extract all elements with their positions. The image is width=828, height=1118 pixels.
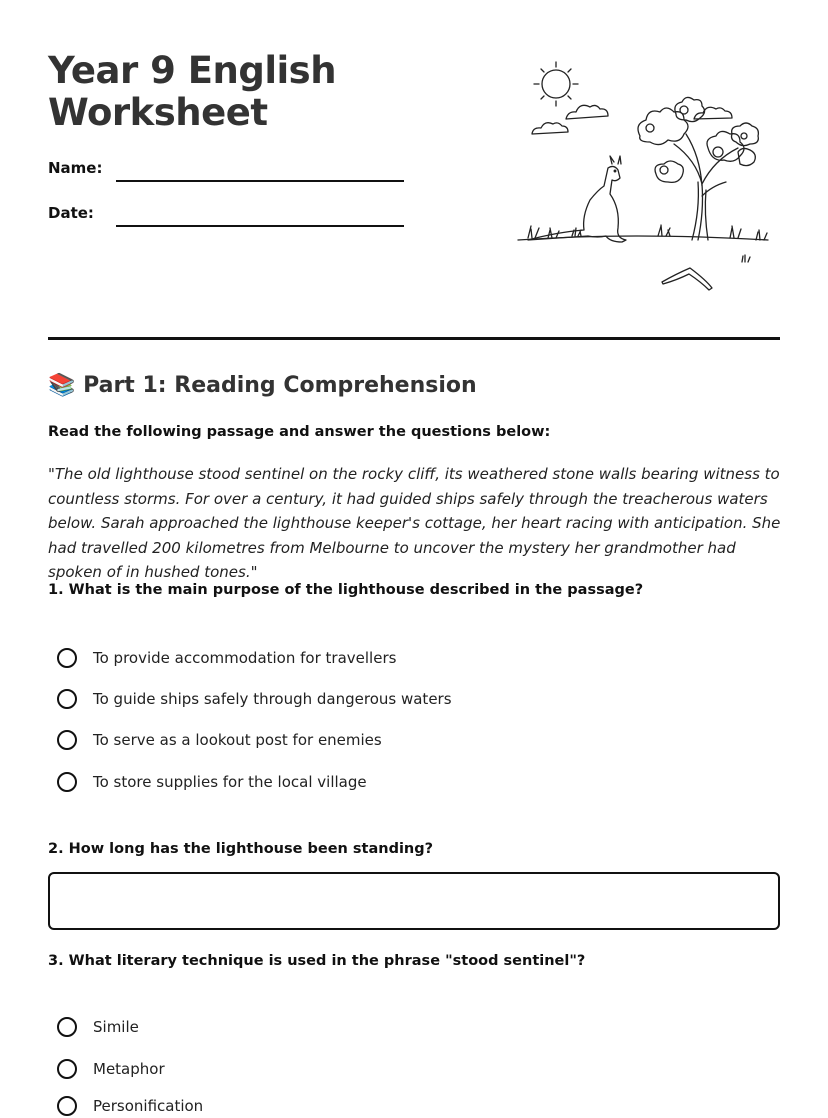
q1-option-3[interactable] <box>57 728 382 752</box>
worksheet-title: Year 9 English Worksheet <box>48 49 337 134</box>
date-label: Date: <box>48 204 94 222</box>
sun-icon <box>534 62 578 106</box>
question-1: 1. What is the main purpose of the lighthouse described in the passage? <box>48 582 644 598</box>
section-heading <box>48 373 477 398</box>
radio-button[interactable] <box>57 648 77 668</box>
section-title: Part 1: Reading Comprehension <box>83 373 477 398</box>
instruction-text: Read the following passage and answer the questions below: <box>48 424 551 440</box>
q2-answer-box[interactable] <box>48 872 780 930</box>
cloud-icon <box>566 105 608 119</box>
cloud-icon <box>532 123 568 134</box>
radio-button[interactable] <box>57 1017 77 1037</box>
cloud-icon <box>694 107 732 119</box>
option-label: To serve as a lookout post for enemies <box>93 731 382 749</box>
radio-button[interactable] <box>57 730 77 750</box>
section-divider <box>48 337 780 340</box>
question-2: 2. How long has the lighthouse been standing? <box>48 841 434 857</box>
radio-button[interactable] <box>57 772 77 792</box>
option-label: Simile <box>93 1018 139 1036</box>
reading-passage: "The old lighthouse stood sentinel on the rocky cliff, its weathered stone walls bearing witness to countless storms. For over a century, it had guided ships safely through the treacherous waters below. Sarah approached the lighthouse keeper's cottage, her heart racing with anticipation. She had travelled 200 kilometres from Melbourne to uncover the mystery her grandmother had spoken of in hushed tones." <box>48 465 781 581</box>
option-label: Personification <box>93 1097 204 1115</box>
radio-button[interactable] <box>57 1096 77 1116</box>
q3-option-3[interactable] <box>57 1094 203 1118</box>
question-3: 3. What literary technique is used in the phrase "stood sentinel"? <box>48 953 586 969</box>
option-label: Metaphor <box>93 1060 165 1078</box>
q1-option-2[interactable] <box>57 687 452 711</box>
name-label: Name: <box>48 159 103 177</box>
books-icon: 📚 <box>48 373 76 398</box>
option-label: To store supplies for the local village <box>93 773 367 791</box>
q3-option-1[interactable] <box>57 1015 139 1039</box>
outback-illustration <box>508 56 784 302</box>
date-field[interactable] <box>116 225 404 227</box>
radio-button[interactable] <box>57 689 77 709</box>
q1-option-4[interactable] <box>57 770 367 794</box>
q1-option-1[interactable] <box>57 646 396 670</box>
option-label: To provide accommodation for travellers <box>93 649 397 667</box>
name-field[interactable] <box>116 180 404 182</box>
gum-tree-icon <box>638 97 758 240</box>
option-label: To guide ships safely through dangerous waters <box>93 690 452 708</box>
radio-button[interactable] <box>57 1059 77 1079</box>
q3-option-2[interactable] <box>57 1057 165 1081</box>
boomerang-icon <box>662 268 712 290</box>
kangaroo-icon <box>528 156 626 242</box>
